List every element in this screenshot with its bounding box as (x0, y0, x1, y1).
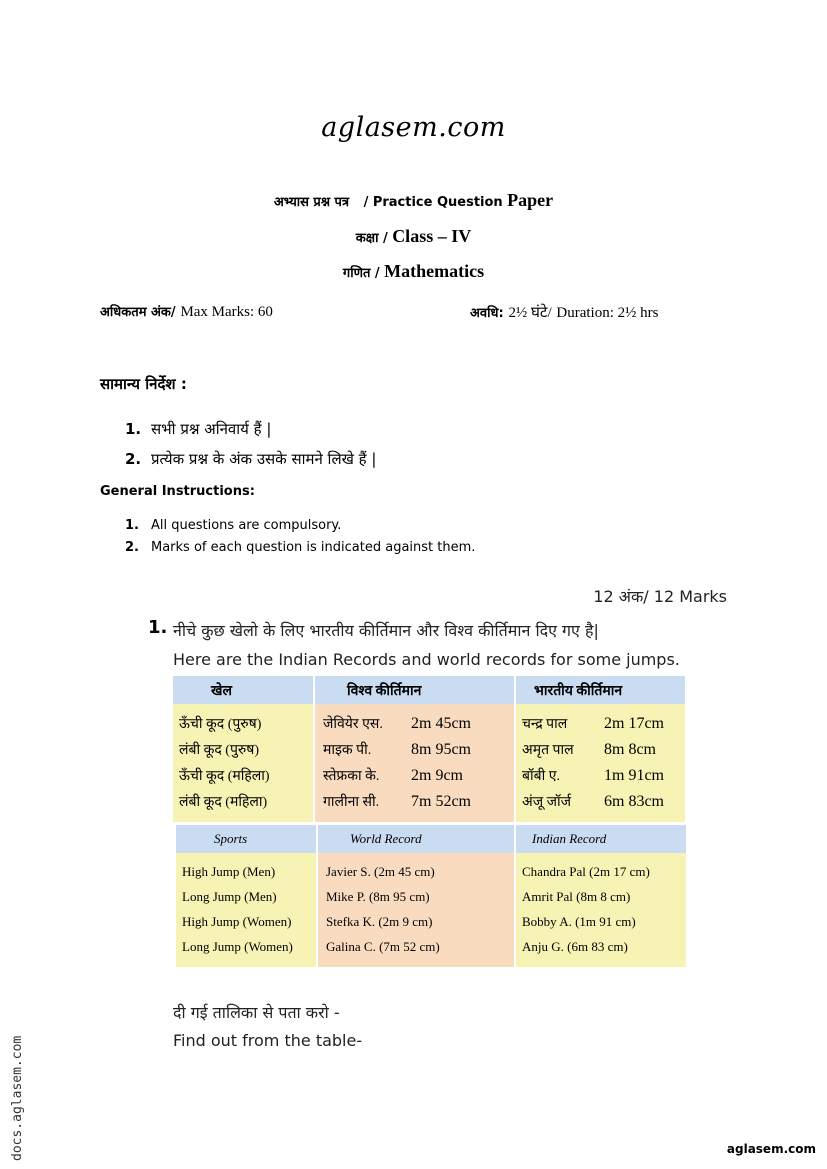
header-sports: Sports (176, 825, 318, 853)
question-marks: 12 अंक/ 12 Marks (593, 587, 727, 606)
footer-site: aglasem.com (726, 1142, 816, 1156)
subject-hi: गणित / (342, 266, 380, 281)
header-world-record: World Record (318, 825, 516, 853)
table-header-row (173, 676, 685, 704)
duration-hi: अवधि: (470, 306, 504, 321)
paper-title-en: / Practice Question (363, 195, 503, 210)
max-marks (100, 302, 273, 321)
max-marks-en: Max Marks: 60 (180, 304, 273, 320)
aglasem-logo: aglasem.com (321, 112, 506, 143)
paper-title-hi: अभ्यास प्रश्न पत्र (273, 195, 350, 210)
records-table-hindi (173, 676, 685, 822)
table-row: High Jump (Women) Stefka K. (2m 9 cm) Bobby A. (1m 91 cm) (176, 909, 686, 934)
records-table-english (176, 825, 686, 967)
max-marks-hi: अधिकतम अंक/ (100, 305, 176, 320)
question-text-hi: नीचे कुछ खेलो के लिए भारतीय कीर्तिमान और विश्व कीर्तिमान दिए गए है| (173, 621, 599, 640)
header-indian-record: Indian Record (532, 831, 607, 846)
subject-line (0, 261, 827, 282)
duration-en: Duration: 2½ hrs (556, 305, 659, 321)
duration-val: 2½ घंटे/ (508, 305, 552, 321)
question-text-en: Here are the Indian Records and world records for some jumps. (173, 650, 680, 669)
table-row: लंबी कूद (महिला) गालीना सी. 7m 52cm अंजू जॉर्ज 6m 83cm (173, 788, 685, 814)
find-text-hi: दी गई तालिका से पता करो - (173, 1003, 340, 1022)
header-sport: खेल (173, 676, 315, 704)
instructions-en-list (125, 515, 475, 559)
list-item: 2. Marks of each question is indicated against them. (125, 540, 476, 555)
paper-title-word: Paper (507, 190, 554, 210)
table-row: ऊँची कूद (महिला) स्तेफ्रका के. 2m 9cm बॉबी ए. 1m 91cm (173, 762, 685, 788)
list-item: 2. प्रत्येक प्रश्न के अंक उसके सामने लिखे हैं | (125, 450, 377, 468)
paper-title (0, 190, 827, 211)
table-row: लंबी कूद (पुरुष) माइक पी. 8m 95cm अमृत पाल 8m 8cm (173, 736, 685, 762)
list-item: 1. All questions are compulsory. (125, 518, 342, 533)
find-text-en: Find out from the table- (173, 1031, 363, 1050)
side-watermark: docs.aglasem.com (10, 1035, 25, 1161)
class-line (0, 226, 827, 247)
table-row: High Jump (Men) Javier S. (2m 45 cm) Chandra Pal (2m 17 cm) (176, 859, 686, 884)
header-world: विश्व कीर्तिमान (315, 676, 516, 704)
header-indian: भारतीय कीर्तिमान (534, 683, 623, 699)
instructions-en-title: General Instructions: (100, 484, 255, 499)
instructions-hi-list (125, 414, 376, 474)
class-hi: कक्षा / (355, 231, 388, 246)
table-header-row (176, 825, 686, 853)
subject-en: Mathematics (384, 261, 485, 281)
class-en: Class – IV (392, 226, 472, 246)
instructions-hi-title: सामान्य निर्देश : (100, 375, 187, 393)
question-number: 1. (148, 617, 168, 638)
list-item: 1. सभी प्रश्न अनिवार्य हैं | (125, 420, 272, 438)
table-row: Long Jump (Women) Galina C. (7m 52 cm) Anju G. (6m 83 cm) (176, 934, 686, 959)
table-row: ऊँची कूद (पुरुष) जेवियेर एस. 2m 45cm चन्द्र पाल 2m 17cm (173, 710, 685, 736)
table-row: Long Jump (Men) Mike P. (8m 95 cm) Amrit Pal (8m 8 cm) (176, 884, 686, 909)
duration (470, 302, 658, 322)
